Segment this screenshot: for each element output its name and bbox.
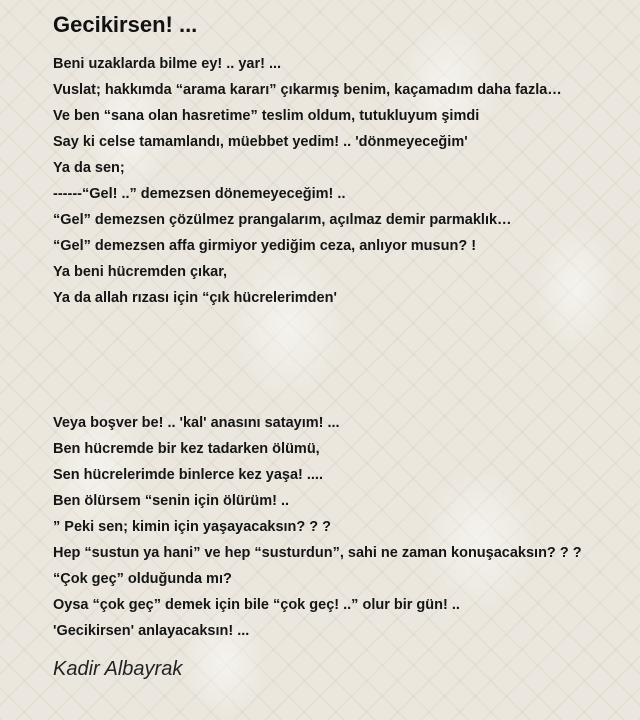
poem-title: Gecikirsen! ... (53, 12, 198, 37)
poem-line: Veya boşver be! .. 'kal' anasını satayım! ... (53, 415, 340, 431)
poem-line: Ya da sen; (53, 160, 125, 176)
poem-author: Kadir Albayrak (53, 658, 183, 680)
poem-line: “Çok geç” olduğunda mı? (53, 571, 232, 587)
poem-line: Sen hücrelerimde binlerce kez yaşa! .... (53, 467, 323, 483)
poem-line: ------“Gel! ..” demezsen dönemeyeceğim! .. (53, 186, 346, 202)
poem-line: Say ki celse tamamlandı, müebbet yedim! .. 'dönmeyeceğim' (53, 134, 468, 150)
poem-line: Vuslat; hakkımda “arama kararı” çıkarmış benim, kaçamadım daha fazla… (53, 82, 562, 98)
poem-line: “Gel” demezsen çözülmez prangalarım, açılmaz demir parmaklık… (53, 212, 512, 228)
poem-line: Oysa “çok geç” demek için bile “çok geç! ..” olur bir gün! .. (53, 597, 460, 613)
poem-line: Ben hücremde bir kez tadarken ölümü, (53, 441, 320, 457)
poem-line: 'Gecikirsen' anlayacaksın! ... (53, 623, 250, 639)
poem-line: Ya da allah rızası için “çık hücrelerimden' (53, 290, 337, 306)
poem-line: Beni uzaklarda bilme ey! .. yar! ... (53, 56, 282, 72)
poem-line: ” Peki sen; kimin için yaşayacaksın? ? ? (53, 519, 332, 535)
poem-line: Hep “sustun ya hani” ve hep “susturdun”, sahi ne zaman konuşacaksın? ? ? (53, 545, 582, 561)
poem-line: Ya beni hücremden çıkar, (53, 264, 228, 280)
poem-line: Ben ölürsem “senin için ölürüm! .. (53, 493, 290, 509)
poem-line: Ve ben “sana olan hasretime” teslim oldum, tutukluyum şimdi (53, 108, 480, 124)
poem-line: “Gel” demezsen affa girmiyor yediğim ceza, anlıyor musun? ! (53, 238, 477, 254)
poem-stanza-2 (53, 410, 582, 644)
poem-stanza-1 (53, 51, 562, 311)
